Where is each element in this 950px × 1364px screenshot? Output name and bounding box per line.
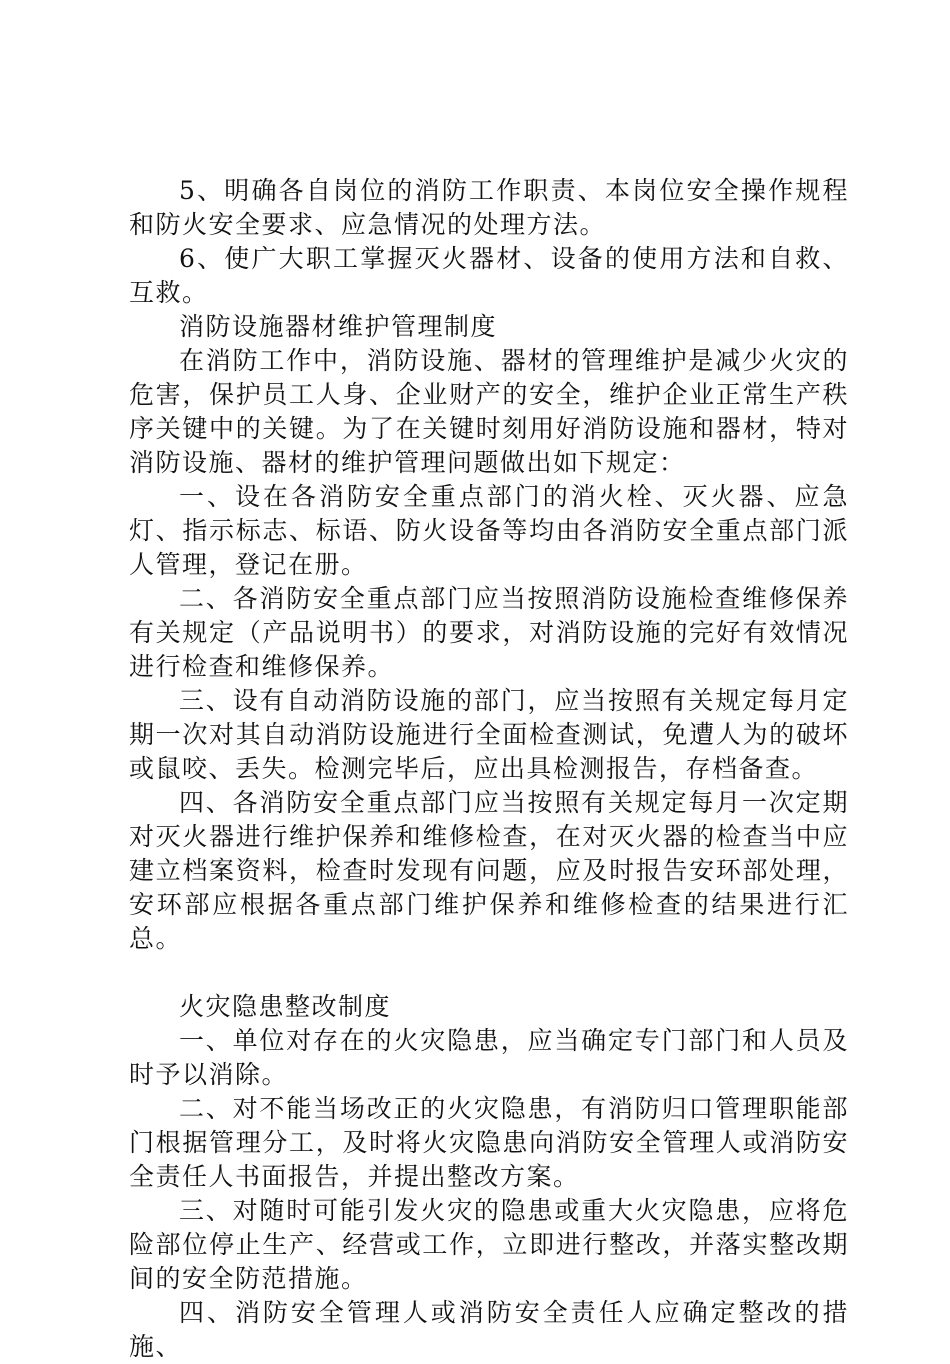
paragraph-rule-3: 三、设有自动消防设施的部门，应当按照有关规定每月定期一次对其自动消防设施进行全面检查测试，免遭人为的破坏或鼠咬、丢失。检测完毕后，应出具检测报告，存档备查。 — [129, 686, 849, 783]
paragraph-rule-2: 二、各消防安全重点部门应当按照消防设施检查维修保养有关规定（产品说明书）的要求，对消防设施的完好有效情况进行检查和维修保养。 — [129, 584, 849, 681]
paragraph-hazard-4: 四、消防安全管理人或消防安全责任人应确定整改的措施、 — [129, 1298, 849, 1361]
paragraph-item-5: 5、明确各自岗位的消防工作职责、本岗位安全操作规程和防火安全要求、应急情况的处理方法。 — [129, 176, 849, 239]
section-heading-hazard-rectification: 火灾隐患整改制度 — [179, 992, 392, 1021]
paragraph-rule-1: 一、设在各消防安全重点部门的消火栓、灭火器、应急灯、指示标志、标语、防火设备等均由各消防安全重点部门派人管理，登记在册。 — [129, 482, 849, 579]
document-body — [129, 174, 849, 1364]
paragraph-hazard-2: 二、对不能当场改正的火灾隐患，有消防归口管理职能部门根据管理分工，及时将火灾隐患向消防安全管理人或消防安全责任人书面报告，并提出整改方案。 — [129, 1094, 849, 1191]
paragraph-hazard-3: 三、对随时可能引发火灾的隐患或重大火灾隐患，应将危险部位停止生产、经营或工作，立即进行整改，并落实整改期间的安全防范措施。 — [129, 1196, 849, 1293]
section-spacer — [129, 956, 849, 990]
paragraph-item-6: 6、使广大职工掌握灭火器材、设备的使用方法和自救、互救。 — [129, 244, 849, 307]
section-heading-equipment-maintenance: 消防设施器材维护管理制度 — [179, 312, 498, 341]
paragraph-intro: 在消防工作中，消防设施、器材的管理维护是减少火灾的危害，保护员工人身、企业财产的安全，维护企业正常生产秩序关键中的关键。为了在关键时刻用好消防设施和器材，特对消防设施、器材的维护管理问题做出如下规定： — [129, 346, 849, 477]
paragraph-hazard-1: 一、单位对存在的火灾隐患，应当确定专门部门和人员及时予以消除。 — [129, 1026, 849, 1089]
paragraph-rule-4: 四、各消防安全重点部门应当按照有关规定每月一次定期对灭火器进行维护保养和维修检查，在对灭火器的检查当中应建立档案资料，检查时发现有问题，应及时报告安环部处理，安环部应根据各重点部门维护保养和维修检查的结果进行汇总。 — [129, 788, 849, 953]
